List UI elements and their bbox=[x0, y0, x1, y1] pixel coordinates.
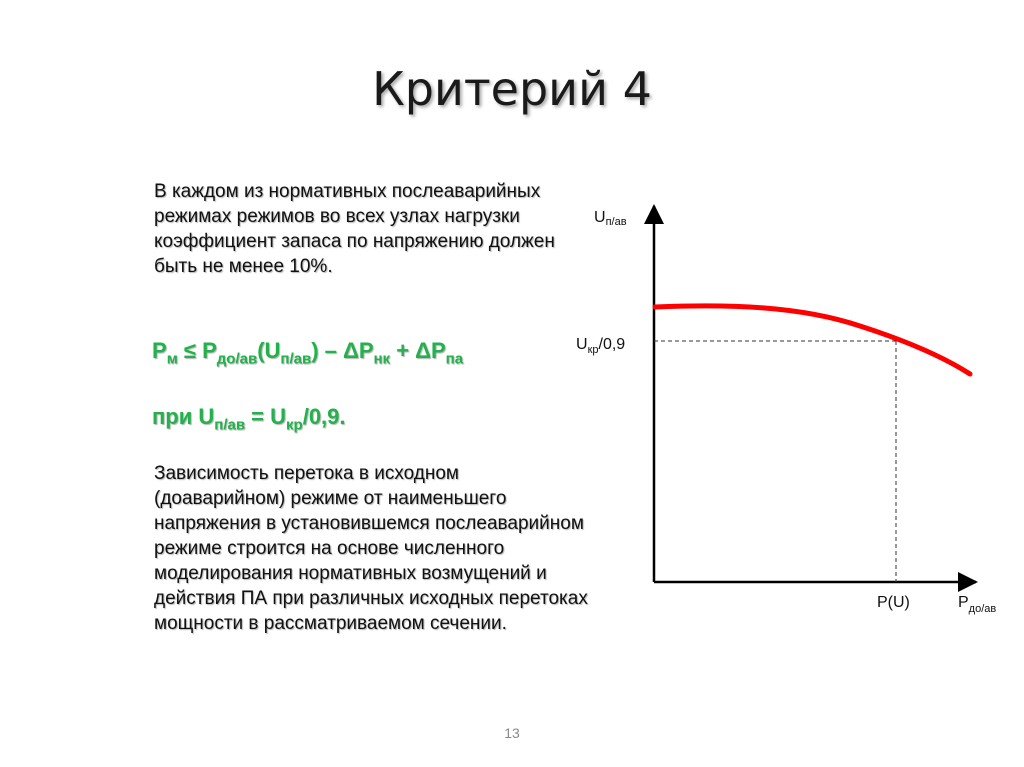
condition-pri: при U bbox=[152, 404, 215, 429]
condition-u-sub: п/ав bbox=[214, 416, 246, 434]
formula-dp1-sub: нк bbox=[373, 350, 391, 368]
condition-ukr-sub: кр bbox=[286, 416, 303, 434]
y-axis-label: Uп/ав bbox=[594, 209, 627, 228]
formula-p2-sub: до/ав bbox=[216, 350, 258, 368]
formula-rest: ) – ΔP bbox=[311, 338, 374, 363]
dependency-curve bbox=[655, 306, 970, 374]
slide-title: Критерий 4 bbox=[372, 62, 652, 116]
formula-p: P bbox=[152, 338, 167, 363]
formula-le: ≤ P bbox=[177, 338, 217, 363]
critical-voltage-label: $U_{кр}/0,9$ bbox=[576, 336, 626, 356]
page-number: 13 bbox=[504, 725, 520, 741]
condition-eq: = U bbox=[245, 404, 287, 429]
formula-p-sub: м bbox=[166, 350, 178, 368]
formula-paren-open: (U bbox=[257, 338, 281, 363]
criterion-description: В каждом из нормативных послеаварийных режимах режимов во всех узлах нагрузки коэффициент запаса по напряжению должен быть не менее 10%. bbox=[154, 181, 555, 277]
x-axis-label: $P_{до/ав}$ bbox=[958, 594, 997, 615]
dependency-description: Зависимость перетока в исходном (доаварийном) режиме от наименьшего напряжения в установившемся послеаварийном режиме строится на основе численного моделирования нормативных возмущений и действия ПА при различных исходных перетоках мощности в рассматриваемом сечении. bbox=[154, 463, 588, 634]
formula-u-sub: п/ав bbox=[280, 350, 312, 368]
power-marker-label: P(U) bbox=[877, 594, 910, 611]
formula-plus: + ΔP bbox=[390, 338, 446, 363]
condition-tail: /0,9. bbox=[302, 404, 346, 429]
formula-dp2-sub: па bbox=[445, 350, 464, 368]
